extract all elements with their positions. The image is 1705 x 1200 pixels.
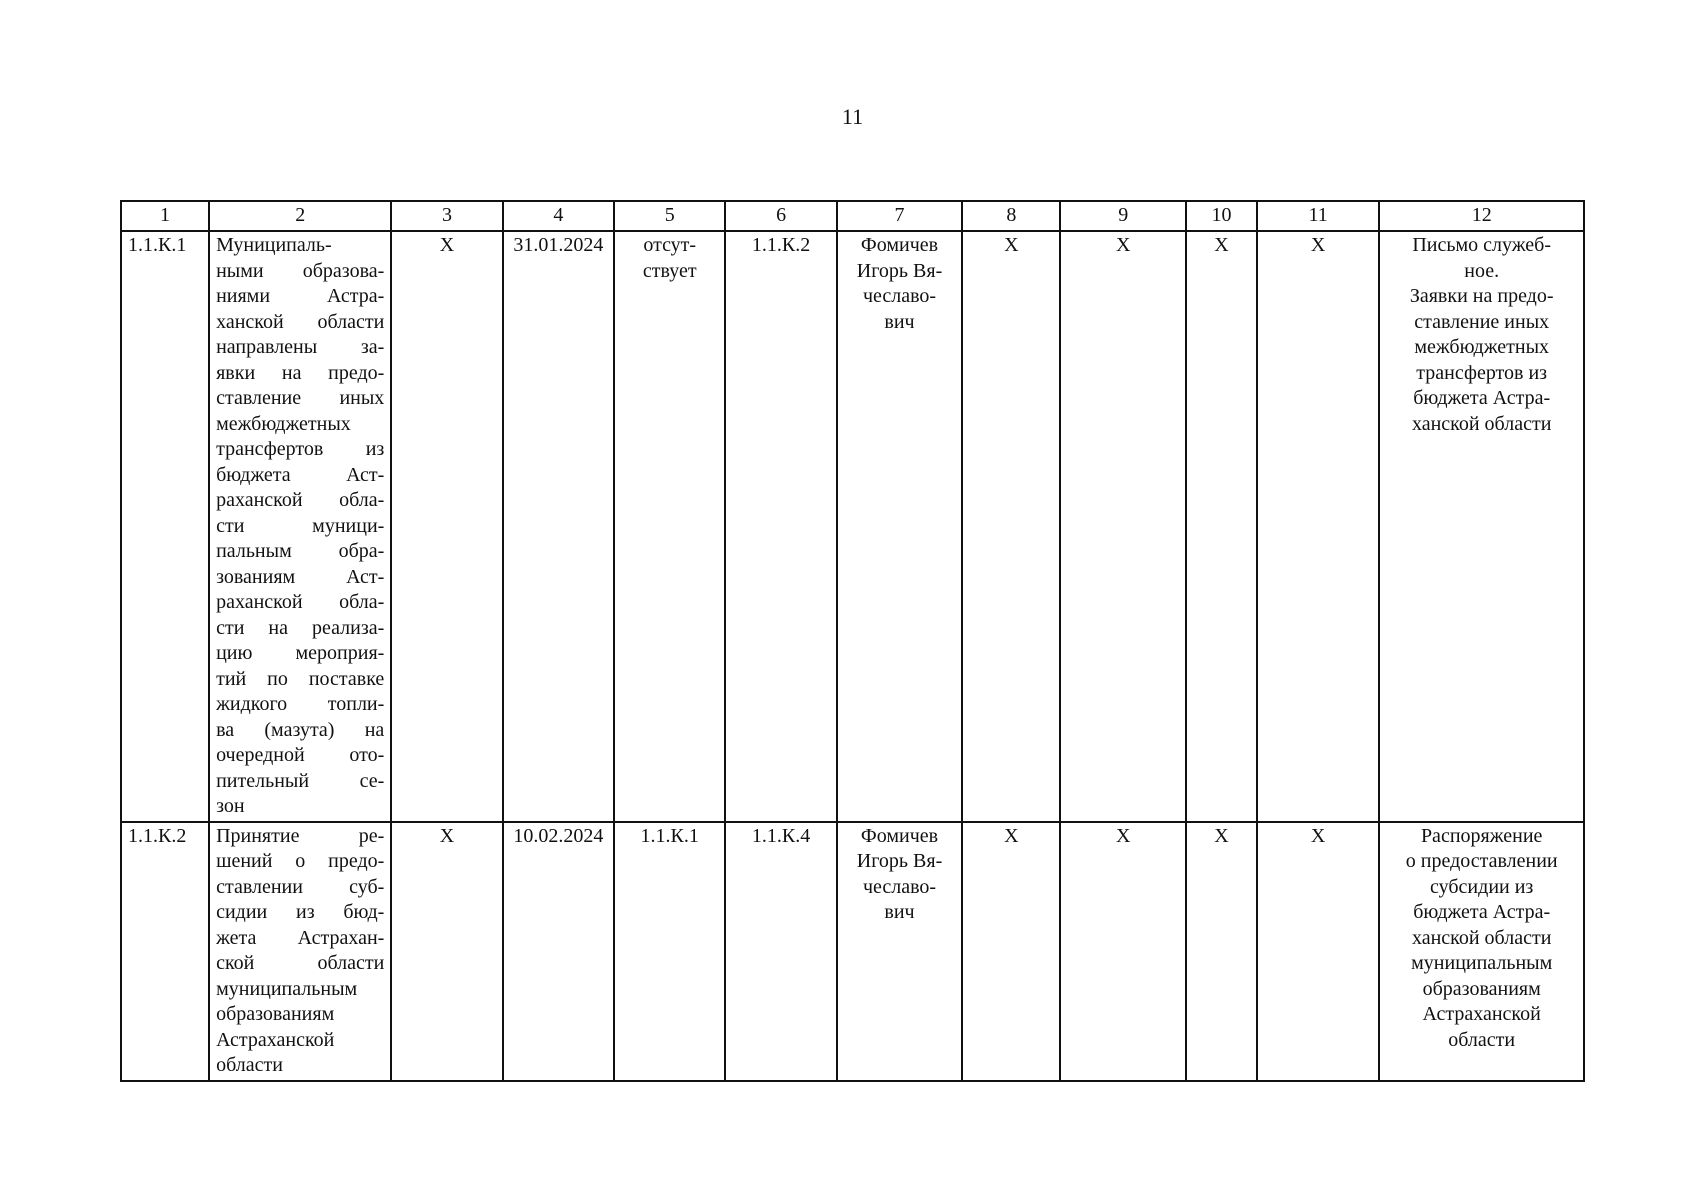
description-line: явки на предо- (216, 361, 385, 384)
row-code-cell: 1.1.К.1 (121, 231, 209, 822)
table-header-row (121, 201, 1584, 231)
row-col8-cell: Х (962, 822, 1060, 1081)
description-line: пальным обра- (216, 540, 385, 562)
description-line: образованиям (216, 1003, 335, 1025)
description-line: раханской обла- (216, 489, 385, 511)
description-line: области (216, 1054, 283, 1076)
row-document-cell (1379, 231, 1584, 822)
row-col9-cell: Х (1060, 231, 1186, 822)
column-header: 10 (1186, 201, 1257, 231)
column-header: 4 (503, 201, 614, 231)
description-line: муниципальным (216, 977, 358, 1000)
description-line: шений о предо- (216, 850, 385, 872)
column-header: 1 (121, 201, 209, 231)
description-line: ставление иных (216, 387, 385, 409)
description-line: Принятие ре- (216, 824, 385, 847)
description-line: ханской области (216, 310, 385, 333)
description-line: ва (мазута) на (216, 718, 385, 741)
row-successor-cell: 1.1.К.4 (725, 822, 836, 1081)
description-line: ставлении суб- (216, 875, 385, 898)
row-document-cell (1379, 822, 1584, 1081)
row-description (216, 824, 384, 1079)
description-line: ными образова- (216, 259, 385, 282)
description-line: ниями Астра- (216, 285, 385, 307)
row-code-cell: 1.1.К.2 (121, 822, 209, 1081)
row-col9-cell: Х (1060, 822, 1186, 1081)
description-line: жидкого топли- (216, 693, 385, 715)
row-col10-cell: Х (1186, 822, 1257, 1081)
column-header: 11 (1257, 201, 1380, 231)
row-col8-cell: Х (962, 231, 1060, 822)
row-predecessor-cell (614, 231, 725, 822)
row-col3-cell: Х (391, 822, 502, 1081)
column-header: 12 (1379, 201, 1584, 231)
column-header: 8 (962, 201, 1060, 231)
row-date-cell: 31.01.2024 (503, 231, 614, 822)
description-line: ской области (216, 952, 385, 974)
row-predecessor: 1.1.К.1 (640, 824, 699, 847)
row-successor-cell: 1.1.К.2 (725, 231, 836, 822)
description-line: пительный се- (216, 769, 385, 792)
description-line: сти на реализа- (216, 616, 385, 639)
description-line: Астраханской (216, 1028, 335, 1051)
row-description-cell (209, 231, 391, 822)
description-line: Муниципаль- (216, 234, 332, 256)
description-line: трансфертов из (216, 438, 385, 460)
row-col11-cell: Х (1257, 822, 1380, 1081)
table-row (121, 231, 1584, 822)
column-header: 7 (837, 201, 963, 231)
row-responsible-cell (837, 231, 963, 822)
column-header: 5 (614, 201, 725, 231)
row-responsible-cell (837, 822, 963, 1081)
document-table (120, 200, 1585, 1082)
row-predecessor-cell (614, 822, 725, 1081)
description-line: жета Астрахан- (216, 926, 385, 949)
row-description (216, 233, 384, 820)
row-col11-cell: Х (1257, 231, 1380, 822)
column-header: 2 (209, 201, 391, 231)
description-line: очередной ото- (216, 744, 385, 766)
table-row (121, 822, 1584, 1081)
description-line: направлены за- (216, 336, 385, 358)
row-document: Распоряжение о предоставлении субсидии из бюджета Астра- ханской области муниципальным образованиям Астраханской области (1405, 824, 1558, 1051)
row-responsible: Фомичев Игорь Вя- чеславо- вич (856, 824, 943, 923)
description-line: цию мероприя- (216, 642, 385, 664)
page-number: 11 (841, 104, 864, 129)
description-line: сти муници- (216, 514, 385, 537)
row-responsible: Фомичев Игорь Вя- чеславо- вич (856, 234, 943, 333)
row-document: Письмо служеб- ное. Заявки на предо- ставление иных межбюджетных трансфертов из бюджета Астра- ханской области (1409, 234, 1554, 435)
description-line: тий по поставке (216, 667, 385, 690)
description-line: бюджета Аст- (216, 463, 385, 486)
row-col3-cell: Х (391, 231, 502, 822)
description-line: зованиям Аст- (216, 565, 385, 588)
row-description-cell (209, 822, 391, 1081)
column-header: 6 (725, 201, 836, 231)
description-line: межбюджетных (216, 412, 351, 435)
description-line: сидии из бюд- (216, 901, 385, 923)
row-predecessor: отсут- ствует (642, 234, 697, 282)
description-line: зон (216, 795, 245, 817)
column-header: 3 (391, 201, 502, 231)
row-date-cell: 10.02.2024 (503, 822, 614, 1081)
column-header: 9 (1060, 201, 1186, 231)
row-col10-cell: Х (1186, 231, 1257, 822)
description-line: раханской обла- (216, 591, 385, 613)
